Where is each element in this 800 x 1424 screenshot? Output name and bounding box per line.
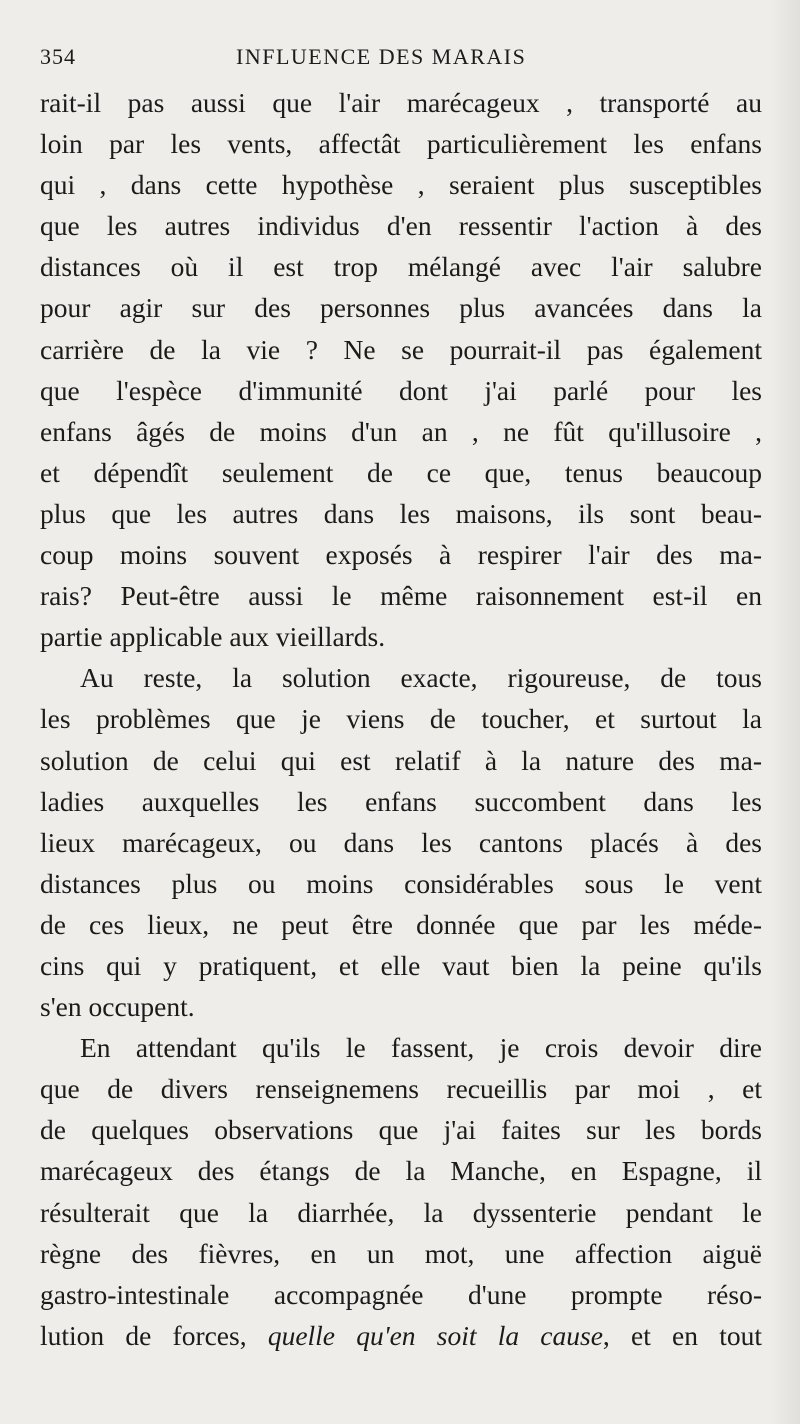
paragraph-start-line: Au reste, la solution exacte, rigoureuse, de tous: [80, 662, 762, 694]
running-head: INFLUENCE DES MARAIS: [236, 44, 527, 69]
text-line: de quelques observations que j'ai faites sur les bords: [40, 1114, 762, 1146]
text-line-with-italic: [40, 1315, 762, 1356]
text-line: rais? Peut-être aussi le même raisonnement est-il en: [40, 580, 762, 612]
text-line: carrière de la vie ? Ne se pourrait-il pas également: [40, 333, 762, 365]
text-line: pour agir sur des personnes plus avancées dans la: [40, 292, 762, 324]
text-segment: , et en tout: [602, 1319, 762, 1351]
text-line: résulterait que la diarrhée, la dyssenterie pendant le: [40, 1196, 762, 1228]
text-line: loin par les vents, affectât particulièrement les enfans: [40, 128, 762, 160]
page-header: [40, 44, 760, 74]
text-line: coup moins souvent exposés à respirer l'air des ma-: [40, 539, 762, 571]
paragraph-start-line: En attendant qu'ils le fassent, je crois devoir dire: [80, 1032, 762, 1064]
text-line: gastro-intestinale accompagnée d'une prompte réso-: [40, 1278, 762, 1310]
italic-phrase: quelle qu'en soit la cause: [267, 1319, 603, 1351]
paragraph-end-line: partie applicable aux vieillards.: [40, 621, 386, 653]
paragraph-end-line: s'en occupent.: [40, 991, 195, 1023]
text-line: cins qui y pratiquent, et elle vaut bien la peine qu'ils: [40, 949, 762, 981]
text-line: et dépendît seulement de ce que, tenus beaucoup: [40, 456, 762, 488]
text-line: marécageux des étangs de la Manche, en Espagne, il: [40, 1155, 762, 1187]
text-line: les problèmes que je viens de toucher, et surtout la: [40, 703, 762, 735]
text-line: qui , dans cette hypothèse , seraient plus susceptibles: [40, 169, 762, 201]
text-line: lieux marécageux, ou dans les cantons placés à des: [40, 826, 762, 858]
text-line: que les autres individus d'en ressentir l'action à des: [40, 210, 762, 242]
text-line: règne des fièvres, en un mot, une affection aiguë: [40, 1237, 762, 1269]
text-line: que de divers renseignemens recueillis par moi , et: [40, 1073, 762, 1105]
text-line: ladies auxquelles les enfans succombent dans les: [40, 785, 762, 817]
text-line: distances plus ou moins considérables sous le vent: [40, 867, 762, 899]
text-line: solution de celui qui est relatif à la nature des ma-: [40, 744, 762, 776]
page-number: 354: [40, 44, 76, 69]
text-line: plus que les autres dans les maisons, ils sont beau-: [40, 497, 762, 529]
text-line: distances où il est trop mélangé avec l'air salubre: [40, 251, 762, 283]
text-line: enfans âgés de moins d'un an , ne fût qu'illusoire ,: [40, 415, 762, 447]
text-segment: lution de forces,: [40, 1319, 268, 1351]
body-text: [40, 82, 762, 1356]
text-line: de ces lieux, ne peut être donnée que par les méde-: [40, 908, 762, 940]
text-line: rait-il pas aussi que l'air marécageux , transporté au: [40, 87, 762, 118]
text-line: que l'espèce d'immunité dont j'ai parlé pour les: [40, 374, 762, 406]
